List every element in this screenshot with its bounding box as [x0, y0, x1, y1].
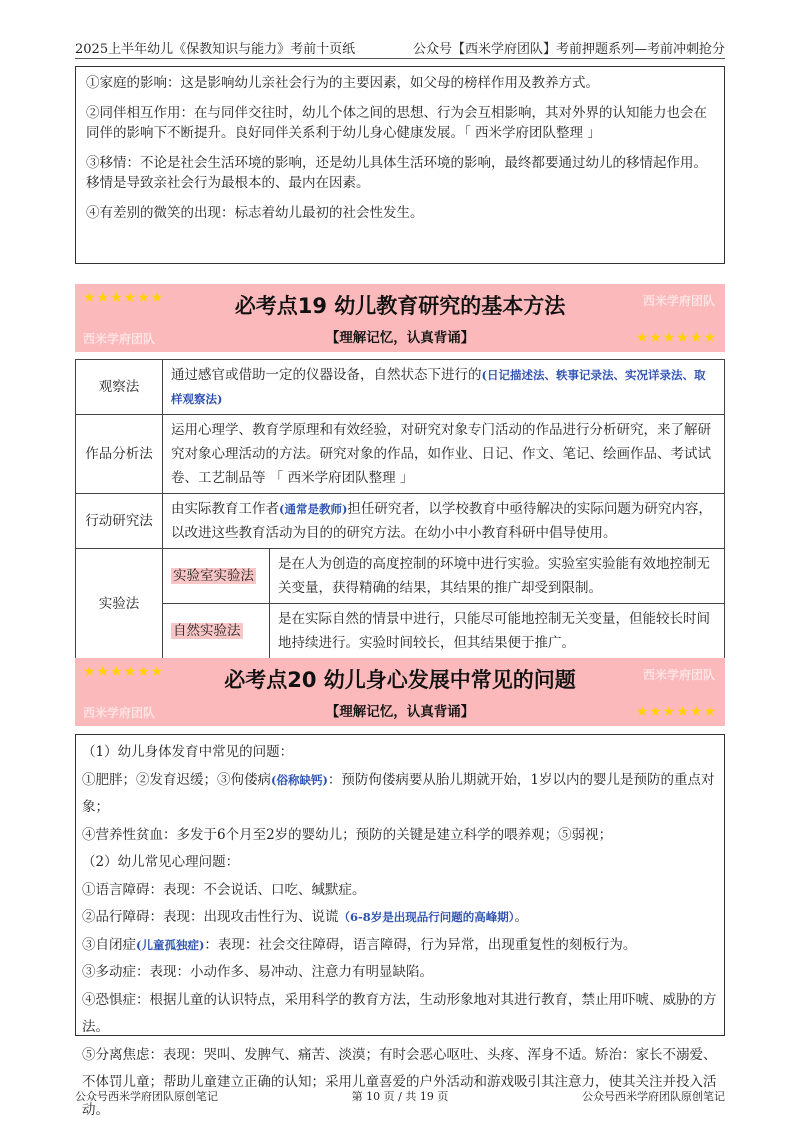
highlight-note: (日记描述法、轶事记录法、实况详录法、取样观察法)	[171, 368, 706, 406]
text-line: ①语言障碍：表现：不会说话、口吃、缄默症。	[82, 881, 366, 898]
highlight-note: (儿童孤独症)	[136, 937, 205, 952]
line-text: 。	[514, 909, 529, 925]
factor-item: ④有差别的微笑的出现：标志着幼儿最初的社会性发生。	[86, 205, 424, 221]
line-text: ③自闭症	[82, 936, 136, 953]
text-line: ③多动症：表现：小动作多、易冲动、注意力有明显缺陷。	[82, 964, 433, 980]
highlight-note: (通常是教师)	[279, 502, 348, 516]
section-subtitle: 【理解记忆，认真背诵】	[325, 330, 475, 346]
submethod-tag: 自然实验法	[173, 623, 241, 639]
text-line: ④营养性贫血：多发于6个月至2岁的婴幼儿；预防的关键是建立科学的喂养观；⑤弱视；	[82, 826, 613, 843]
section-title: 必考点20 幼儿身心发展中常见的问题	[224, 668, 576, 692]
text-line: （1）幼儿身体发育中常见的问题：	[82, 744, 294, 760]
submethod-label	[163, 604, 270, 659]
line-text: ：预防佝偻病要从胎儿期就开始，1岁以内的婴儿是预防的重点对象；	[82, 771, 715, 815]
line-text: ②品行障碍：表现：出现攻击性行为、说谎	[82, 909, 339, 925]
desc-text: 通过感官或借助一定的仪器设备，自然状态下进行的	[171, 367, 482, 383]
text-line	[82, 767, 718, 822]
method-label: 观察法	[76, 360, 163, 415]
page-number: 第 10 页 / 共 19 页	[351, 1090, 449, 1103]
factor-item: ③移情：不论是社会生活环境的影响，还是幼儿具体生活环境的影响，最终都要通过幼儿的移情起作用。移情是导致亲社会行为最根本的、最内在因素。	[86, 155, 707, 191]
method-desc	[163, 360, 725, 415]
header-right: 公众号【西米学府团队】考前押题系列—考前冲刺抢分	[412, 41, 725, 57]
method-label: 行动研究法	[76, 494, 163, 549]
submethod-tag: 实验室实验法	[173, 568, 254, 584]
star-rating: ★★★★★★	[83, 664, 165, 680]
text-line	[82, 932, 718, 960]
method-desc: 是在人为创造的高度控制的环境中进行实验。实验室实验能有效地控制无关变量，获得精确的结果，其结果的推广却受到限制。	[270, 549, 725, 604]
submethod-label	[163, 549, 270, 604]
section-title: 必考点19 幼儿教育研究的基本方法	[234, 294, 566, 318]
page-header	[75, 36, 725, 59]
star-rating: ★★★★★★	[83, 290, 165, 306]
header-left: 2025上半年幼儿《保教知识与能力》考前十页纸	[75, 41, 356, 57]
table-row	[76, 604, 725, 659]
method-desc: 运用心理学、教育学原理和有效经验，对研究对象专门活动的作品进行分析研究，来了解研究对象心理活动的方法。研究对象的作品，如作业、日记、作文、笔记、绘画作品、考试试卷、工艺制品等 「 西米学府团队整理 」	[163, 415, 725, 494]
watermark-text: 西米学府团队	[83, 332, 156, 346]
text-line: ⑤分离焦虑：表现：哭叫、发脾气、痛苦、淡漠；有时会恶心呕吐、头疼、浑身不适。矫治：家长不溺爱、不体罚儿童；帮助儿童建立正确的认知；采用儿童喜爱的户外活动和游戏吸引其注意力，使其关注并投入活动。	[82, 1046, 717, 1118]
page-footer	[75, 1088, 725, 1104]
section-subtitle: 【理解记忆，认真背诵】	[325, 704, 475, 720]
section-banner-19	[75, 284, 725, 352]
highlight-note: (俗称缺钙)	[271, 772, 328, 787]
watermark-text: 西米学府团队	[83, 706, 156, 720]
text-line	[82, 904, 718, 932]
highlight-note: （6-8岁是出现品行问题的高峰期）	[338, 910, 515, 924]
star-rating: ★★★★★★	[635, 704, 717, 720]
table-row	[76, 549, 725, 604]
method-label: 实验法	[76, 549, 163, 659]
footer-left: 公众号西米学府团队原创笔记	[75, 1090, 218, 1103]
factor-item: ②同伴相互作用：在与同伴交往时，幼儿个体之间的思想、行为会互相影响，其对外界的认知能力也会在同伴的影响下不断提升。良好同伴关系利于幼儿身心健康发展。「 西米学府团队整理 」	[86, 105, 707, 141]
watermark-text: 西米学府团队	[642, 668, 715, 682]
section-banner-20	[75, 658, 725, 726]
factor-item: ①家庭的影响：这是影响幼儿亲社会行为的主要因素，如父母的榜样作用及教养方式。	[86, 75, 599, 91]
text-line: ④恐惧症：根据儿童的认识特点，采用科学的教育方法，生动形象地对其进行教育，禁止用吓唬、威胁的方法。	[82, 991, 717, 1035]
method-desc: 是在实际自然的情景中进行，只能尽可能地控制无关变量，但能较长时间地持续进行。实验时间较长，但其结果便于推广。	[270, 604, 725, 659]
table-row	[76, 494, 725, 549]
table-row	[76, 360, 725, 415]
prosocial-factors-box	[75, 66, 725, 264]
text-line: （2）幼儿常见心理问题：	[82, 854, 240, 870]
desc-text: 由实际教育工作者	[171, 501, 279, 517]
table-row	[76, 415, 725, 494]
footer-right: 公众号西米学府团队原创笔记	[582, 1090, 725, 1103]
star-rating: ★★★★★★	[635, 330, 717, 346]
method-desc	[163, 494, 725, 549]
line-text: ：表现：社会交往障碍，语言障碍，行为异常，出现重复性的刻板行为。	[204, 936, 637, 953]
watermark-text: 西米学府团队	[642, 294, 715, 308]
method-label: 作品分析法	[76, 415, 163, 494]
desc-text: 担任研究者，以学校教育中亟待解决的实际问题为研究内容，以改进这些教育活动为目的的研究方法。在幼小中小教育科研中倡导使用。	[171, 501, 712, 541]
research-methods-table	[75, 359, 725, 659]
line-text: ①肥胖；②发育迟缓；③佝偻病	[82, 771, 271, 788]
